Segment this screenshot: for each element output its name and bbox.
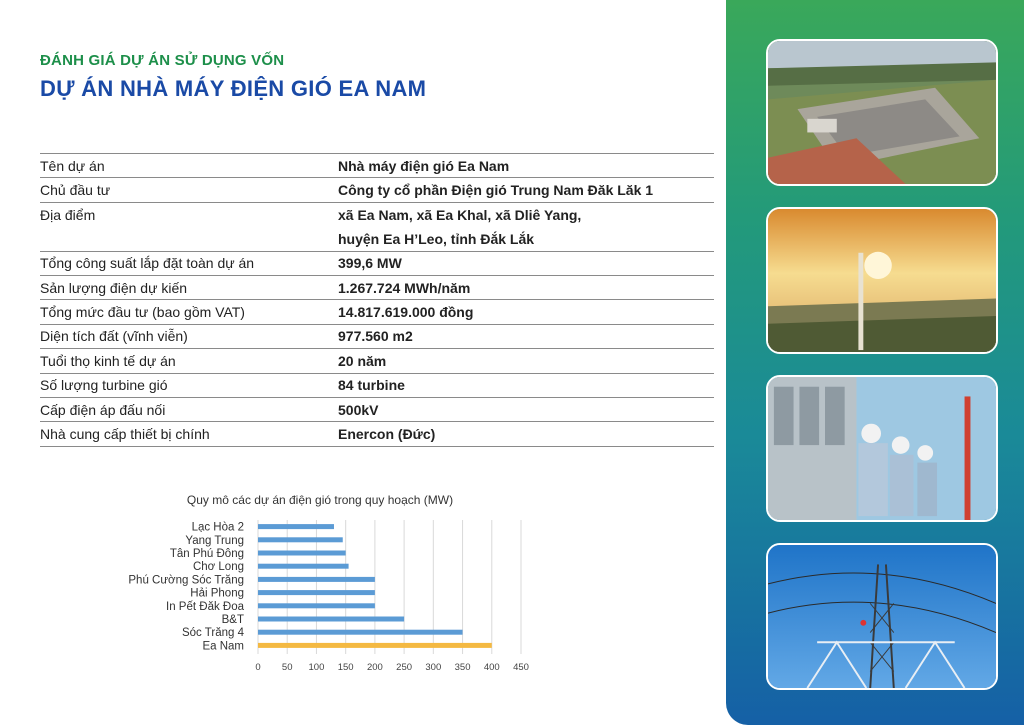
chart-bar <box>258 564 349 569</box>
row-value: huyện Ea H’Leo, tỉnh Đắk Lắk <box>338 230 535 247</box>
category-label: Phú Cường Sóc Trăng <box>128 574 244 587</box>
x-tick-label: 400 <box>483 662 500 673</box>
chart-bar <box>258 643 492 648</box>
page-kicker: ĐÁNH GIÁ DỰ ÁN SỬ DỤNG VỐN <box>40 52 285 69</box>
chart-bar <box>258 590 375 595</box>
row-value: Enercon (Đức) <box>338 425 436 442</box>
category-label: Lạc Hòa 2 <box>191 521 244 534</box>
row-value: 20 năm <box>338 352 387 369</box>
page-title: DỰ ÁN NHÀ MÁY ĐIỆN GIÓ EA NAM <box>40 76 427 101</box>
chart-bar <box>258 617 404 622</box>
x-tick-label: 250 <box>396 662 413 673</box>
row-label: Địa điểm <box>40 206 96 223</box>
wind-turbine-sunset-photo <box>766 207 998 354</box>
table-row <box>40 251 714 275</box>
table-row <box>40 349 714 373</box>
chart-title: Quy mô các dự án điện gió trong quy hoạch (MW) <box>186 493 454 507</box>
table-row <box>40 300 714 324</box>
table-row <box>40 202 714 226</box>
x-tick-label: 0 <box>255 662 261 673</box>
row-value: 977.560 m2 <box>338 328 413 345</box>
table-row <box>40 275 714 299</box>
table-row <box>40 154 714 178</box>
chart-bar <box>258 603 375 608</box>
row-value: 14.817.619.000 đồng <box>338 304 474 321</box>
row-label: Sản lượng điện dự kiến <box>40 279 188 296</box>
x-tick-label: 450 <box>513 662 529 673</box>
project-info-table <box>40 153 714 447</box>
row-value: 84 turbine <box>338 377 405 394</box>
table-row <box>40 397 714 421</box>
x-tick-label: 200 <box>366 662 383 673</box>
chart-svg <box>100 488 540 698</box>
chart-bar <box>258 537 343 542</box>
chart-bar <box>258 577 375 582</box>
x-tick-label: 150 <box>337 662 354 673</box>
table-row <box>40 178 714 202</box>
row-label: Tên dự án <box>40 157 105 174</box>
row-value: xã Ea Nam, xã Ea Khal, xã Dliê Yang, <box>338 206 582 223</box>
row-value: 399,6 MW <box>338 255 402 272</box>
workers-control-room-photo <box>766 375 998 522</box>
category-label: B&T <box>221 614 244 626</box>
row-value: Công ty cổ phần Điện gió Trung Nam Đăk Lăk 1 <box>338 182 654 199</box>
x-tick-label: 350 <box>454 662 471 673</box>
category-label: Sóc Trăng 4 <box>181 627 244 640</box>
category-label: Chơ Long <box>192 561 244 574</box>
row-value: Nhà máy điện gió Ea Nam <box>338 157 510 174</box>
row-value: 500kV <box>338 401 379 418</box>
chart-bar <box>258 551 346 556</box>
x-tick-label: 100 <box>308 662 325 673</box>
category-label: Hải Phong <box>190 587 244 600</box>
wind-projects-chart <box>100 488 540 698</box>
row-label-empty <box>40 227 338 251</box>
row-label: Tuổi thọ kinh tế dự án <box>40 352 176 369</box>
transmission-tower-photo <box>766 543 998 690</box>
x-tick-label: 50 <box>281 662 293 673</box>
x-tick-label: 300 <box>425 662 442 673</box>
table-row <box>40 227 714 251</box>
table-row <box>40 422 714 446</box>
category-label: Tân Phú Đông <box>169 548 244 560</box>
row-value: 1.267.724 MWh/năm <box>338 279 471 296</box>
row-label: Tổng mức đầu tư (bao gồm VAT) <box>40 304 245 321</box>
chart-bar <box>258 524 334 529</box>
substation-aerial-photo <box>766 39 998 186</box>
table-row <box>40 373 714 397</box>
row-label: Nhà cung cấp thiết bị chính <box>40 425 210 442</box>
chart-bar <box>258 630 463 635</box>
row-label: Diện tích đất (vĩnh viễn) <box>40 328 188 345</box>
category-label: In Pết Đăk Đoa <box>166 600 244 613</box>
row-label: Cấp điện áp đấu nối <box>40 401 166 418</box>
category-label: Yang Trung <box>185 534 244 547</box>
category-label: Ea Nam <box>202 640 244 653</box>
row-label: Chủ đầu tư <box>40 182 111 199</box>
row-label: Số lượng turbine gió <box>40 377 168 394</box>
row-label: Tổng công suất lắp đặt toàn dự án <box>40 255 255 272</box>
table-row <box>40 324 714 348</box>
